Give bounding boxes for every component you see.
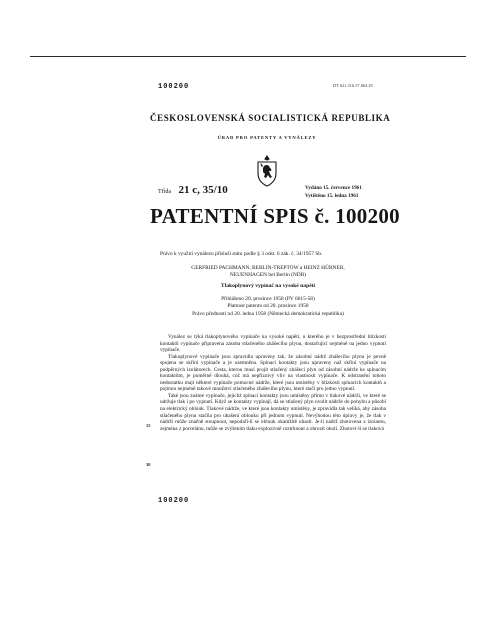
dates-block (305, 185, 362, 200)
patent-number-bottom: 100200 (158, 497, 190, 505)
issued-date: Vydáno 15. července 1961 (305, 185, 362, 191)
patent-body (160, 334, 386, 432)
filing-line-1: Přihlášeno 20. prosince 1958 (PV 6615-58) (221, 296, 315, 302)
body-paragraph-2: Tlakoplynové vypínače jsou zpravidla upraveny tak, že zásobní nádrž zhášecího plynu je pevně spojena se skříní vypínače a je uzemněna. Spínací kontakty jsou upraveny naž skříní vypínače na podpěrných izolátorech. Cesta, kterou musí projít stlačený zhášecí plyn od zásobní nádrže ke spínacím kontaktům, je poměrně dlouhá, což má nepříznivý vliv na vlastnosti vypínače. K odstranění tohoto nedostatku mají některé vypínače pomocné nádrže, které jsou umístěny v blízkosti spínacích kontaktů a pojmou nejméně takové množství stlačeného zhášecího plynu, které stačí pro jedno vypnutí. (160, 353, 386, 393)
inventors (150, 265, 386, 279)
patent-title: PATENTNÍ SPIS č. 100200 (150, 204, 400, 228)
printed-date: Vytištěno 15. ledna 1961 (305, 192, 359, 199)
line-number-30: 30 (146, 462, 151, 467)
filing-line-2: Platnost patentu od 20. prosince 1958 (227, 303, 309, 310)
inventors-line-1: GERFRIED PACHMANN, BERLIN-TREPTOW a HEINZ HÜBNER, (191, 265, 345, 271)
patent-number-top: 100200 (158, 83, 190, 91)
classification-value: 21 c, 35/10 (178, 184, 228, 196)
filing-line-3: Právo přednosti od 20. ledna 1958 (Německá demokratická republika) (192, 310, 344, 317)
inventors-line-2: NEUENHAGEN bei Berlin (NDR) (229, 272, 307, 278)
office-name: ÚRAD PRO PATENTY A VYNÁLEZY (217, 135, 317, 140)
law-note: Právo k využití vynálezu přísluší státu podle § 3 odst. 6 zák. č. 34/1957 Sb. (160, 251, 323, 257)
line-number-15: 15 (146, 423, 151, 428)
body-paragraph-3: Také jsou známé vypínače, jejichž spínací kontakty jsou umístěny přímo v tlakové nádrži, ve které se udržuje tlak i po vypnutí. Když se kontakty vypínají, dá se stlačený plyn uvolit nádrže do pohybu a působí na elektrický oblouk. Tlakové nádrže, ve které jsou kontakty umístěny, je zpravidla tak veliká, aby zásoba stlačeného plynu stačila pro uhašení oblouku při jednom vypnutí. Nevýhodou této úpravy je, že tlak v nádrži může značně stoupnout, nepodaří-li se oblouk okamžitě uhasit. Je-li nádrž zhotovena z izolantu, zejména z porcelánu, může se zvýšením tlaku explozivně roztrhnout a ohrozit okolí. Zhotoví-li se tlaková (160, 392, 386, 432)
republic-name: ČESKOSLOVENSKÁ SOCIALISTICKÁ REPUBLIKA (150, 113, 391, 123)
top-rule (30, 56, 466, 57)
body-paragraph-1: Vynález se týká tlakoplynového vypínače na vysoké napětí, u kterého je v bezprostřední blízkosti kontaktů vypínače připravena zásoba stlačeného zhášecího plynu, dostačující nejméně na jedno vypnutí vypínače. (160, 334, 386, 354)
patent-subject: Tlakoplynový vypínač na vysoké napětí (220, 283, 316, 289)
czechoslovak-lion-emblem-icon (255, 155, 279, 187)
filing-info (150, 296, 386, 318)
classification-block (158, 184, 228, 196)
classification-code: DT 621.316.57.064.45 (333, 83, 373, 88)
classification-label: Třída (158, 189, 171, 195)
